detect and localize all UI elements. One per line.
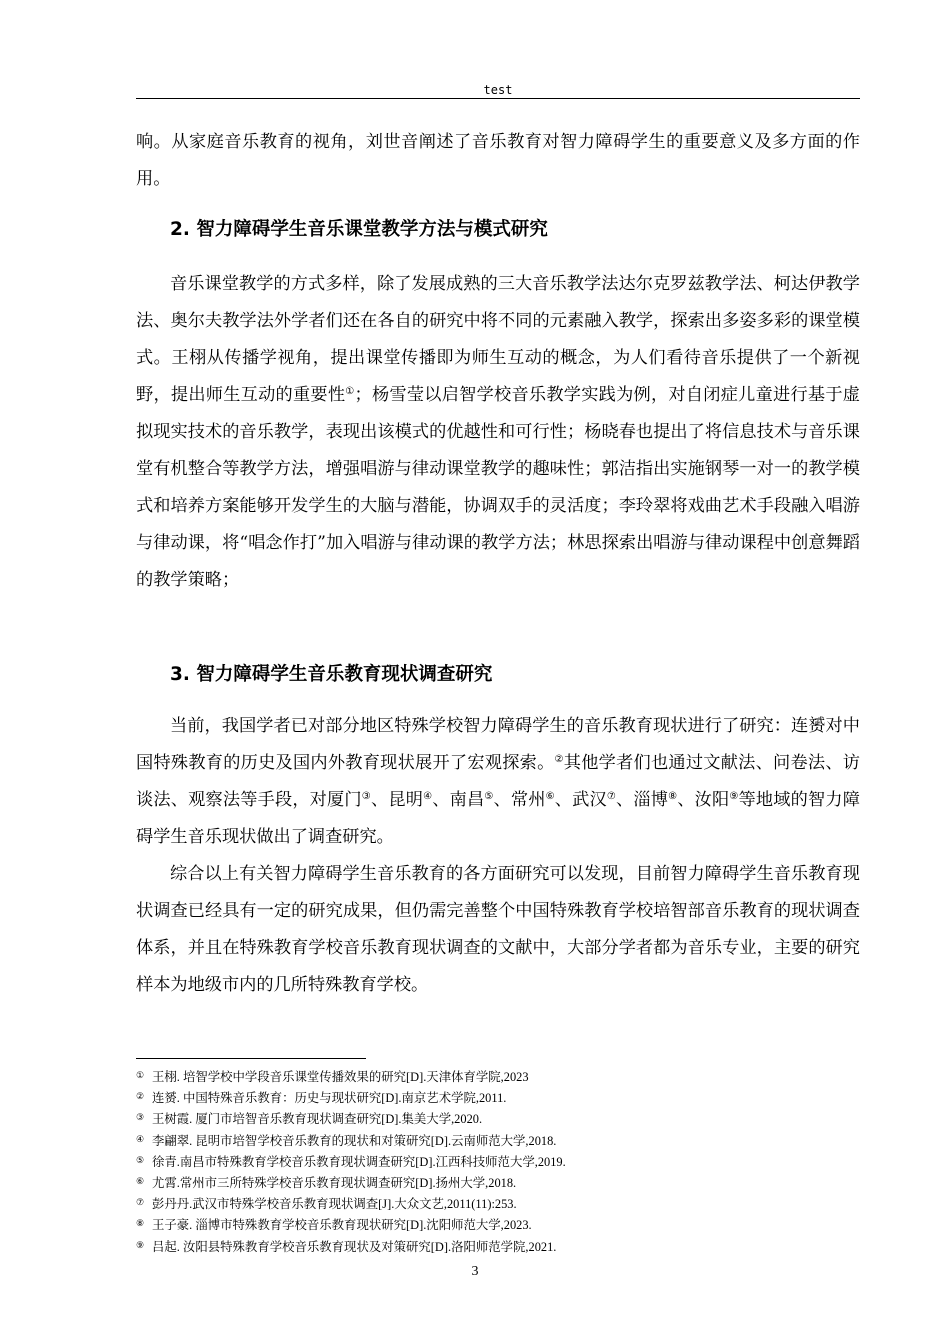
paragraph-text: 、南昌 (432, 790, 485, 810)
section-2-body (136, 266, 860, 599)
intro-paragraph: 响。从家庭音乐教育的视角，刘世音阐述了音乐教育对智力障碍学生的重要意义及多方面的作用。 (136, 132, 860, 189)
footnote-mark: ① (136, 1070, 145, 1080)
footnote-ref-2[interactable]: ② (554, 754, 564, 765)
footnote-text: 徐青.南昌市特殊教育学校音乐教育现状调查研究[D].江西科技师范大学,2019. (152, 1154, 566, 1169)
footnote-item (136, 1130, 860, 1151)
footnote-mark: ⑦ (136, 1197, 145, 1208)
footnote-ref-1[interactable]: ① (345, 386, 355, 397)
intro-paragraph-block (136, 124, 860, 198)
paragraph-text: 、常州 (493, 790, 546, 810)
footnote-mark: ⑨ (136, 1239, 145, 1250)
footnote-item (136, 1172, 860, 1193)
footnote-mark: ⑧ (136, 1218, 145, 1229)
page-header: test (483, 83, 513, 97)
paragraph-text: 等地域的智力障碍学生音乐现状做出了调查研究。 (136, 790, 860, 847)
section-3-body (136, 708, 860, 1004)
footnote-text: 彭丹丹.武汉市特殊学校音乐教育现状调查[J].大众文艺,2011(11):253. (152, 1197, 517, 1212)
footnote-mark: ⑤ (136, 1154, 145, 1165)
footnote-text: 连赟. 中国特殊音乐教育：历史与现状研究[D].南京艺术学院,2011. (152, 1091, 507, 1106)
footnote-item (136, 1193, 860, 1214)
footnote-text: 王子豪. 淄博市特殊教育学校音乐教育现状研究[D].沈阳师范大学,2023. (152, 1218, 532, 1233)
paragraph-text: ；杨雪莹以启智学校音乐教学实践为例，对自闭症儿童进行基于虚拟现实技术的音乐教学，表现出该模式的优越性和可行性；杨晓春也提出了将信息技术与音乐课堂有机整合等教学方法，增强唱游与律动课堂教学的趣味性；郭洁指出实施钢琴一对一的教学模式和培养方案能够开发学生的大脑与潜能，协调双手的灵活度；李玲翠将戏曲艺术手段融入唱游与律动课，将“唱念作打”加入唱游与律动课的教学方法；林思探索出唱游与律动课程中创意舞蹈的教学策略； (136, 385, 860, 590)
paragraph-text: 、昆明 (370, 790, 424, 810)
paragraph-text: 、武汉 (554, 790, 607, 810)
footnote-ref-9[interactable]: ⑨ (729, 791, 739, 802)
page-number: 3 (471, 1264, 479, 1279)
section-3-heading: 3. 智力障碍学生音乐教育现状调查研究 (170, 664, 493, 685)
section-3-paragraph-2: 综合以上有关智力障碍学生音乐教育的各方面研究可以发现，目前智力障碍学生音乐教育现状调查已经具有一定的研究成果，但仍需完善整个中国特殊教育学校培智部音乐教育的现状调查体系，并且在特殊教育学校音乐教育现状调查的文献中，大部分学者都为音乐专业，主要的研究样本为地级市内的几所特殊教育学校。 (136, 864, 860, 995)
footnote-ref-6[interactable]: ⑥ (545, 791, 555, 802)
paragraph-text: 当前，我国学者已对部分地区特殊学校智力障碍学生的音乐教育现状进行了研究：连赟对中国特殊教育的历史及国内外教育现状展开了宏观探索。 (136, 716, 860, 773)
footnotes (136, 1066, 860, 1257)
footnote-ref-3[interactable]: ③ (361, 791, 371, 802)
footnote-mark: ④ (136, 1133, 145, 1144)
footnote-mark: ③ (136, 1112, 145, 1123)
footnote-mark: ⑥ (136, 1176, 145, 1187)
footnote-item (136, 1066, 860, 1087)
section-2-paragraph (136, 266, 860, 599)
footnote-text: 王栩. 培智学校中学段音乐课堂传播效果的研究[D].天津体育学院,2023 (152, 1070, 529, 1084)
footnote-item (136, 1087, 860, 1108)
paragraph-text: 音乐课堂教学的方式多样，除了发展成熟的三大音乐教学法达尔克罗兹教学法、柯达伊教学法、奥尔夫教学法外学者们还在各自的研究中将不同的元素融入教学，探索出多姿多彩的课堂模式。王栩从传播学视角，提出课堂传播即为师生互动的概念，为人们看待音乐提供了一个新视野，提出师生互动的重要性 (136, 274, 860, 405)
footnote-item (136, 1108, 860, 1129)
footnote-ref-8[interactable]: ⑧ (668, 791, 678, 802)
footnote-text: 吕起. 汝阳县特殊教育学校音乐教育现状及对策研究[D].洛阳师范学院,2021. (152, 1239, 557, 1254)
paragraph-text: 、淄博 (616, 790, 669, 810)
header-rule (136, 98, 860, 99)
footnote-mark: ② (136, 1091, 145, 1102)
footnote-ref-4[interactable]: ④ (423, 791, 433, 802)
footnote-text: 李翩翠. 昆明市培智学校音乐教育的现状和对策研究[D].云南师范大学,2018. (152, 1133, 557, 1148)
paragraph-text: 其他学者们也通过文献法、问卷法、访谈法、观察法等手段，对厦门 (136, 753, 860, 810)
section-2-heading: 2. 智力障碍学生音乐课堂教学方法与模式研究 (170, 219, 548, 240)
footnote-text: 王树霞. 厦门市培智音乐教育现状调查研究[D].集美大学,2020. (152, 1112, 483, 1127)
footnote-item (136, 1236, 860, 1257)
footnote-item (136, 1151, 860, 1172)
footnote-ref-5[interactable]: ⑤ (484, 791, 494, 802)
footnote-ref-7[interactable]: ⑦ (606, 791, 617, 802)
section-3-paragraph-1 (136, 708, 860, 856)
footnote-item (136, 1214, 860, 1235)
footnote-separator (136, 1058, 366, 1059)
footnote-text: 尤霄.常州市三所特殊学校音乐教育现状调查研究[D].扬州大学,2018. (152, 1176, 517, 1191)
paragraph-text: 、汝阳 (677, 790, 730, 810)
